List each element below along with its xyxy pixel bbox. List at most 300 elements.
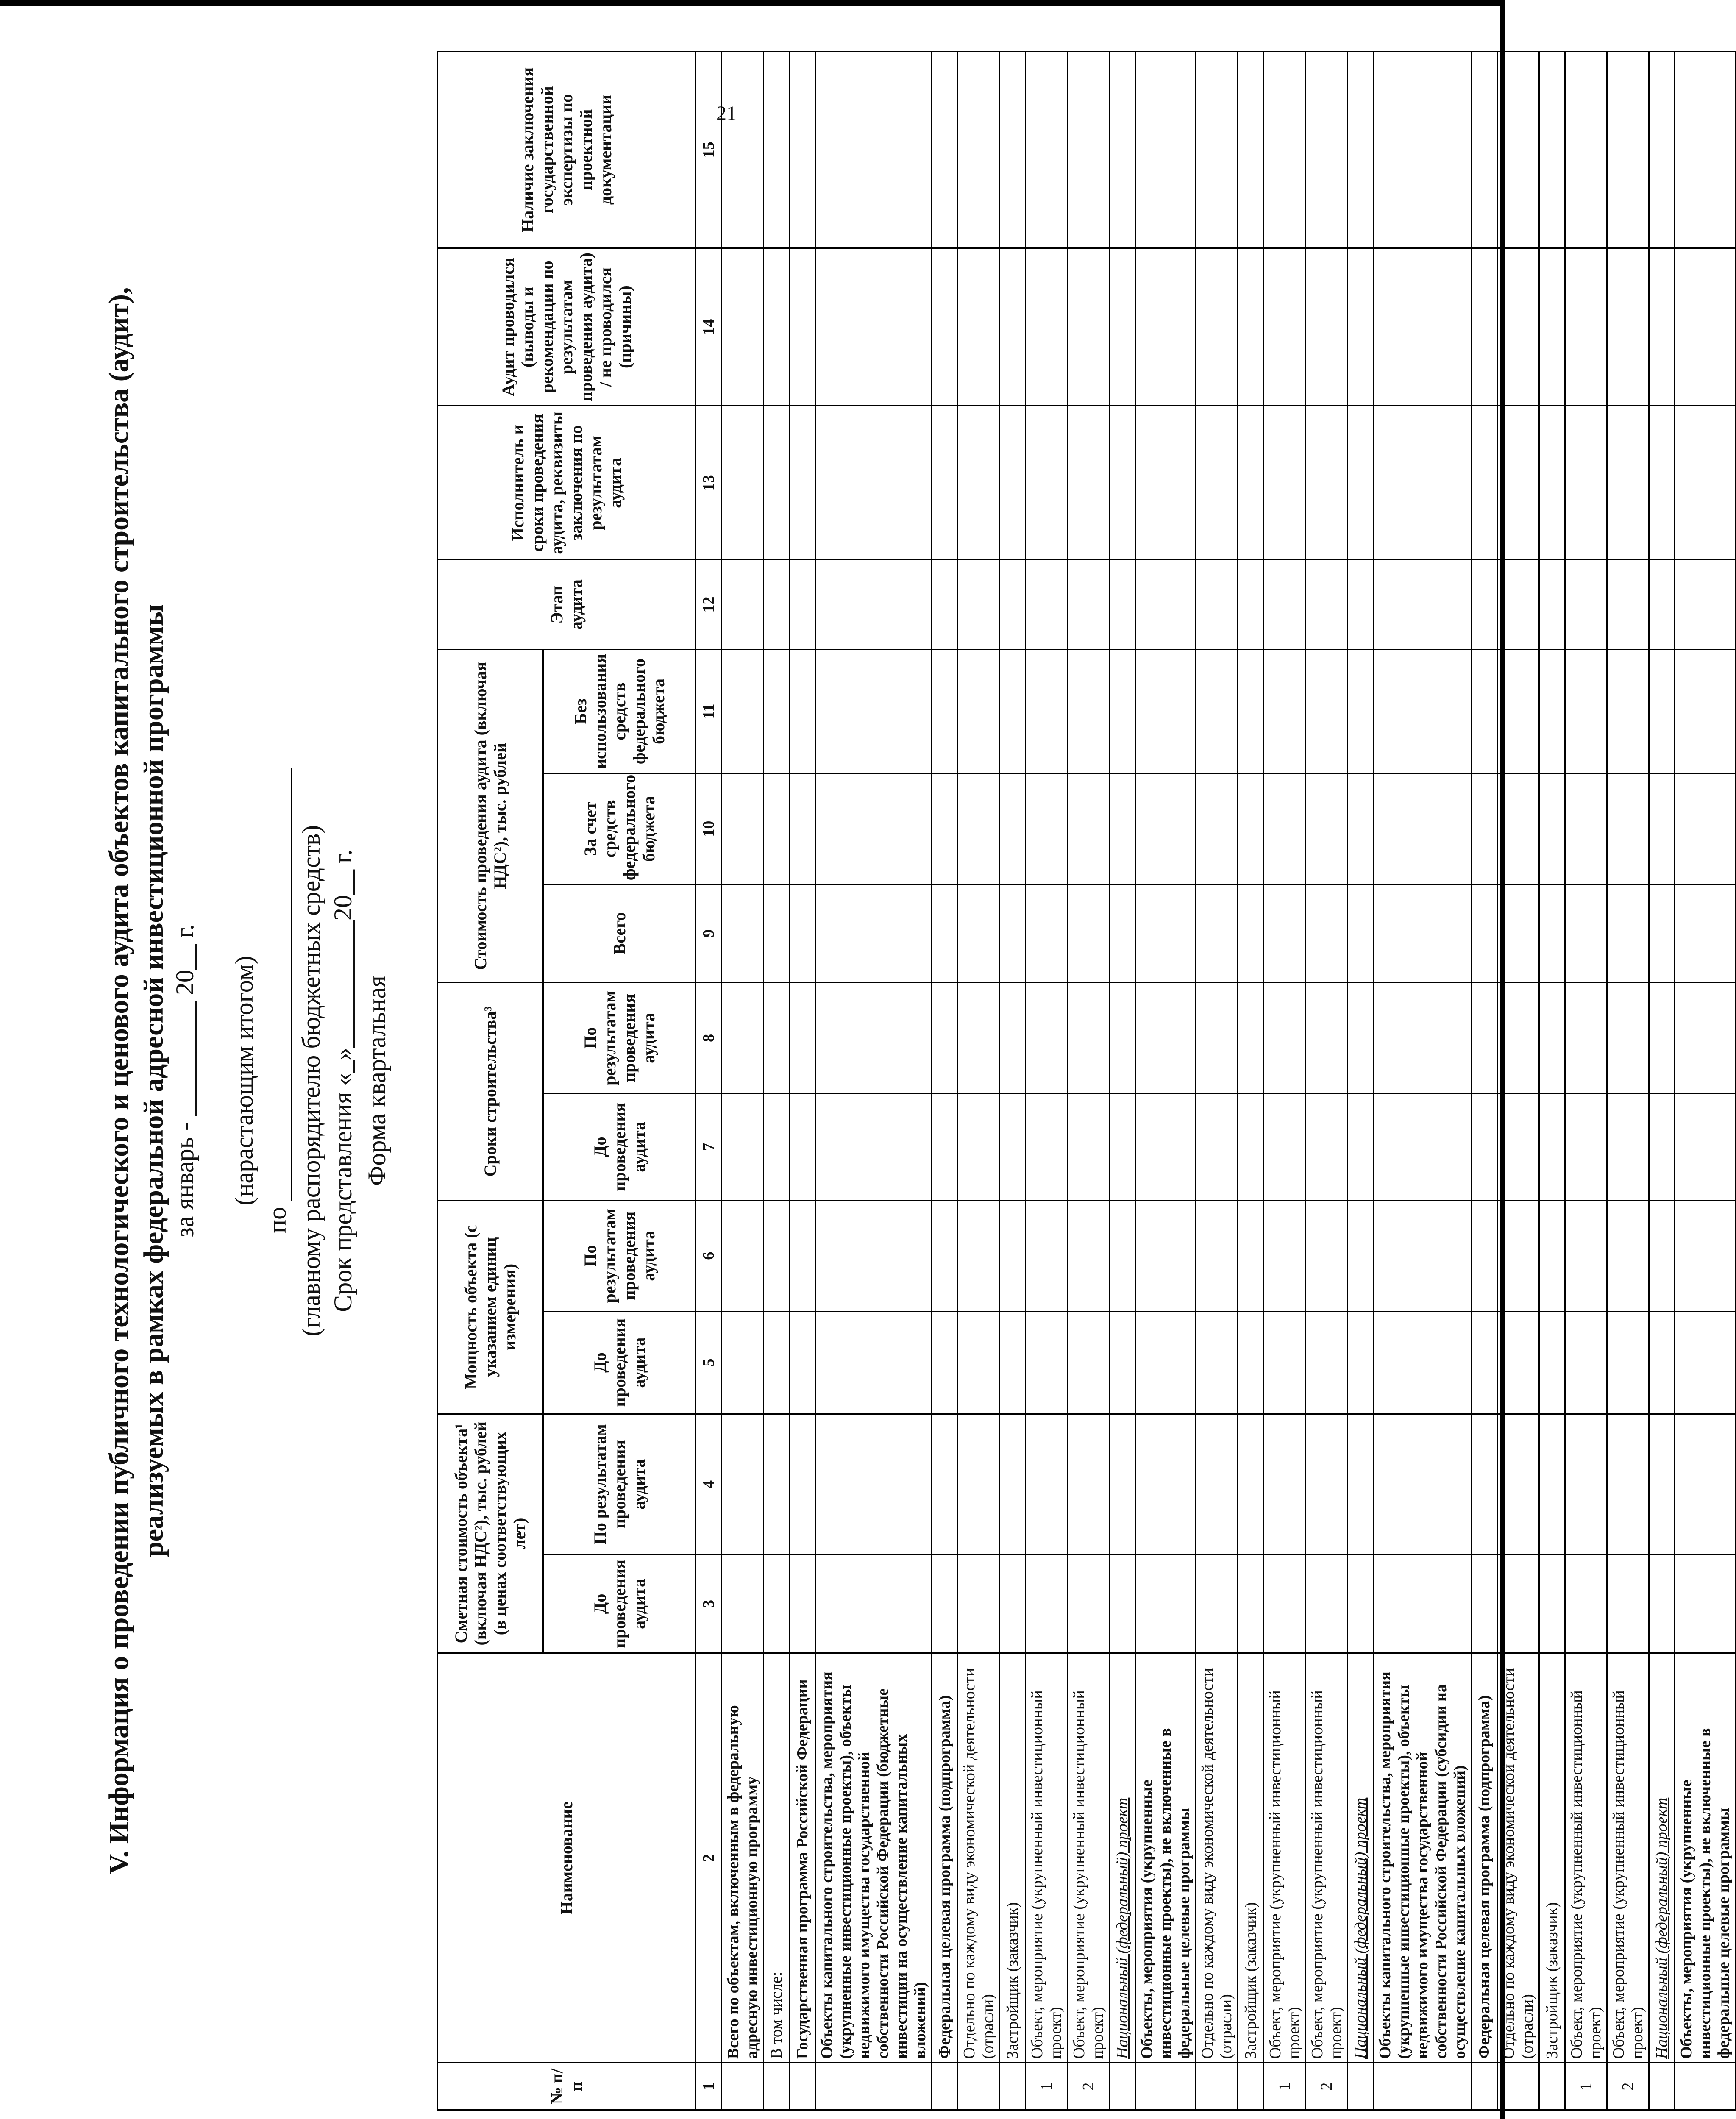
empty-cell — [1374, 1311, 1472, 1414]
empty-cell — [1348, 52, 1374, 248]
empty-cell — [958, 884, 1000, 983]
row-name: Объект, мероприятие (укрупненный инвестиционный проект) — [1068, 1653, 1110, 2063]
empty-cell — [1565, 406, 1607, 560]
empty-cell — [722, 1414, 764, 1555]
empty-cell — [1068, 1555, 1110, 1653]
empty-cell — [1000, 649, 1026, 773]
column-number: 14 — [696, 248, 722, 406]
empty-cell — [1497, 1555, 1539, 1653]
row-name: Всего по объектам, включенным в федеральную адресную инвестиционную программу — [722, 1653, 764, 2063]
empty-cell — [764, 884, 790, 983]
empty-cell — [1000, 1093, 1026, 1200]
empty-cell — [1539, 1311, 1565, 1414]
empty-cell — [1675, 560, 1736, 650]
audit-report-table — [437, 51, 1736, 2111]
row-name: Объекты капитального строительства, мероприятия (укрупненные инвестиционные проекты), объекты недвижимого имущества государственной собственности Российской Федерации (субсидии на осуществление капитальных вложений) — [1374, 1653, 1472, 2063]
empty-cell — [790, 1414, 815, 1555]
empty-cell — [1374, 406, 1472, 560]
column-number: 12 — [696, 560, 722, 650]
table-row — [1135, 52, 1196, 2110]
empty-cell — [1472, 1555, 1497, 1653]
empty-cell — [1068, 982, 1110, 1093]
empty-cell — [1565, 884, 1607, 983]
empty-cell — [815, 406, 932, 560]
empty-cell — [1306, 884, 1348, 983]
empty-cell — [722, 52, 764, 248]
empty-cell — [1264, 1555, 1306, 1653]
table-row — [1238, 52, 1264, 2110]
empty-cell — [1000, 248, 1026, 406]
empty-cell — [958, 1200, 1000, 1311]
empty-cell — [764, 982, 790, 1093]
col-header-audit-done: Аудит проводился (выводы и рекомендации по результатам проведения аудита) / не проводился (причины) — [437, 248, 696, 406]
empty-cell — [1135, 406, 1196, 560]
empty-cell — [1649, 884, 1675, 983]
empty-cell — [1497, 560, 1539, 650]
empty-cell — [1026, 773, 1068, 884]
empty-cell — [1110, 406, 1135, 560]
row-index — [1539, 2063, 1565, 2110]
empty-cell — [1472, 406, 1497, 560]
empty-cell — [1675, 1200, 1736, 1311]
empty-cell — [764, 560, 790, 650]
row-index — [1110, 2063, 1135, 2110]
empty-cell — [1238, 884, 1264, 983]
empty-cell — [1348, 1200, 1374, 1311]
empty-cell — [1196, 52, 1238, 248]
column-number: 8 — [696, 982, 722, 1093]
subheader-terms-after: По результатам проведения аудита — [543, 982, 696, 1093]
column-number: 1 — [696, 2063, 722, 2110]
empty-cell — [1306, 649, 1348, 773]
empty-cell — [1565, 560, 1607, 650]
empty-cell — [1026, 1311, 1068, 1414]
empty-cell — [1472, 248, 1497, 406]
empty-cell — [1675, 52, 1736, 248]
po-line — [263, 746, 292, 1233]
row-name: Объект, мероприятие (укрупненный инвестиционный проект) — [1565, 1653, 1607, 2063]
row-index — [1649, 2063, 1675, 2110]
empty-cell — [932, 1311, 958, 1414]
empty-cell — [790, 560, 815, 650]
empty-cell — [1497, 649, 1539, 773]
empty-cell — [1110, 1093, 1135, 1200]
subheader-audit-federal: За счет средств федерального бюджета — [543, 773, 696, 884]
row-index — [1497, 2063, 1539, 2110]
empty-cell — [1000, 52, 1026, 248]
row-index — [722, 2063, 764, 2110]
empty-cell — [764, 1093, 790, 1200]
row-index: 1 — [1026, 2063, 1068, 2110]
empty-cell — [1238, 1311, 1264, 1414]
empty-cell — [1000, 773, 1026, 884]
empty-cell — [815, 773, 932, 884]
row-name: Федеральная целевая программа (подпрограмма) — [1472, 1653, 1497, 2063]
empty-cell — [1068, 649, 1110, 773]
empty-cell — [1110, 884, 1135, 983]
page-number: 21 — [716, 102, 737, 125]
empty-cell — [958, 406, 1000, 560]
empty-cell — [1348, 884, 1374, 983]
po-label: по — [263, 1207, 291, 1233]
empty-cell — [1238, 649, 1264, 773]
subheader-cost-before: До проведения аудита — [543, 1555, 696, 1653]
empty-cell — [1068, 560, 1110, 650]
empty-cell — [1675, 1093, 1736, 1200]
empty-cell — [958, 773, 1000, 884]
empty-cell — [1068, 406, 1110, 560]
empty-cell — [1675, 649, 1736, 773]
empty-cell — [1374, 773, 1472, 884]
empty-cell — [1000, 884, 1026, 983]
column-number-row — [696, 52, 722, 2110]
empty-cell — [1348, 773, 1374, 884]
empty-cell — [1196, 982, 1238, 1093]
column-number: 11 — [696, 649, 722, 773]
empty-cell — [1264, 1093, 1306, 1200]
empty-cell — [790, 649, 815, 773]
empty-cell — [1238, 1555, 1264, 1653]
empty-cell — [1675, 1311, 1736, 1414]
empty-cell — [1135, 1200, 1196, 1311]
subheader-cost-after: По результатам проведения аудита — [543, 1414, 696, 1555]
col-header-name: Наименование — [437, 1653, 696, 2063]
empty-cell — [1026, 52, 1068, 248]
empty-cell — [764, 406, 790, 560]
empty-cell — [764, 1414, 790, 1555]
empty-cell — [1135, 1414, 1196, 1555]
table-row — [958, 52, 1000, 2110]
empty-cell — [1110, 52, 1135, 248]
empty-cell — [1135, 773, 1196, 884]
empty-cell — [1264, 649, 1306, 773]
empty-cell — [1026, 560, 1068, 650]
row-index: 1 — [1264, 2063, 1306, 2110]
empty-cell — [1110, 982, 1135, 1093]
empty-cell — [1306, 560, 1348, 650]
header-row-1 — [437, 52, 543, 2110]
empty-cell — [932, 982, 958, 1093]
empty-cell — [1649, 560, 1675, 650]
empty-cell — [1497, 248, 1539, 406]
row-index: 2 — [1068, 2063, 1110, 2110]
empty-cell — [1135, 1555, 1196, 1653]
empty-cell — [790, 1311, 815, 1414]
empty-cell — [1472, 884, 1497, 983]
empty-cell — [1238, 406, 1264, 560]
empty-cell — [1539, 1555, 1565, 1653]
empty-cell — [932, 773, 958, 884]
empty-cell — [1607, 52, 1649, 248]
subheader-capacity-after: По результатам проведения аудита — [543, 1200, 696, 1311]
empty-cell — [722, 1093, 764, 1200]
row-index — [1196, 2063, 1238, 2110]
empty-cell — [1607, 773, 1649, 884]
empty-cell — [1348, 406, 1374, 560]
empty-cell — [1306, 1414, 1348, 1555]
empty-cell — [1472, 773, 1497, 884]
table-row — [1026, 52, 1068, 2110]
row-index — [815, 2063, 932, 2110]
empty-cell — [1607, 1555, 1649, 1653]
table-row — [932, 52, 958, 2110]
empty-cell — [1348, 1311, 1374, 1414]
empty-cell — [790, 884, 815, 983]
table-row — [1068, 52, 1110, 2110]
empty-cell — [1238, 1093, 1264, 1200]
empty-cell — [1374, 982, 1472, 1093]
row-name: Застройщик (заказчик) — [1238, 1653, 1264, 2063]
empty-cell — [1000, 560, 1026, 650]
empty-cell — [958, 1555, 1000, 1653]
empty-cell — [1196, 1093, 1238, 1200]
empty-cell — [1135, 884, 1196, 983]
empty-cell — [1026, 1200, 1068, 1311]
empty-cell — [1264, 773, 1306, 884]
empty-cell — [1675, 1555, 1736, 1653]
empty-cell — [1675, 773, 1736, 884]
empty-cell — [1607, 1311, 1649, 1414]
empty-cell — [1110, 1311, 1135, 1414]
form-type: Форма квартальная — [363, 976, 391, 1186]
empty-cell — [1264, 52, 1306, 248]
empty-cell — [722, 560, 764, 650]
empty-cell — [1238, 982, 1264, 1093]
report-body — [722, 52, 1736, 2110]
empty-cell — [1026, 649, 1068, 773]
empty-cell — [1135, 1093, 1196, 1200]
empty-cell — [1306, 1093, 1348, 1200]
empty-cell — [815, 560, 932, 650]
row-name: Объекты капитального строительства, мероприятия (укрупненные инвестиционные проекты), объекты недвижимого имущества государственной собственности Российской Федерации (бюджетные инвестиции на осуществление капитальных вложений) — [815, 1653, 932, 2063]
table-row — [764, 52, 790, 2110]
empty-cell — [1135, 560, 1196, 650]
empty-cell — [815, 1093, 932, 1200]
empty-cell — [1472, 1414, 1497, 1555]
table-row — [1675, 52, 1736, 2110]
empty-cell — [1649, 982, 1675, 1093]
table-row — [1000, 52, 1026, 2110]
empty-cell — [1539, 649, 1565, 773]
row-index — [1238, 2063, 1264, 2110]
empty-cell — [1539, 982, 1565, 1093]
empty-cell — [1649, 52, 1675, 248]
empty-cell — [815, 248, 932, 406]
row-index — [1000, 2063, 1026, 2110]
empty-cell — [1374, 560, 1472, 650]
empty-cell — [722, 884, 764, 983]
empty-cell — [1068, 1414, 1110, 1555]
empty-cell — [1306, 1311, 1348, 1414]
empty-cell — [1196, 560, 1238, 650]
empty-cell — [1196, 649, 1238, 773]
empty-cell — [1238, 248, 1264, 406]
empty-cell — [1110, 1555, 1135, 1653]
empty-cell — [722, 982, 764, 1093]
empty-cell — [1374, 52, 1472, 248]
empty-cell — [932, 248, 958, 406]
empty-cell — [1675, 406, 1736, 560]
row-name: Объекты, мероприятия (укрупненные инвестиционные проекты), не включенные в федеральные целевые программы — [1675, 1653, 1736, 2063]
column-number: 5 — [696, 1311, 722, 1414]
row-name: Национальный (федеральный) проект — [1348, 1653, 1374, 2063]
empty-cell — [1348, 248, 1374, 406]
po-blank-rule — [270, 768, 292, 1201]
col-header-terms: Сроки строительства³ — [437, 982, 543, 1200]
empty-cell — [790, 1555, 815, 1653]
table-row — [1374, 52, 1472, 2110]
empty-cell — [1607, 1200, 1649, 1311]
empty-cell — [1264, 406, 1306, 560]
empty-cell — [1110, 1414, 1135, 1555]
empty-cell — [815, 649, 932, 773]
title-line-1: V. Информация о проведении публичного технологического и ценового аудита объектов капитального строительства (аудит), — [103, 287, 134, 1874]
empty-cell — [790, 1200, 815, 1311]
recipient-caption: (главному распорядителю бюджетных средств) — [297, 825, 325, 1337]
empty-cell — [1196, 406, 1238, 560]
empty-cell — [932, 52, 958, 248]
empty-cell — [1607, 248, 1649, 406]
empty-cell — [1196, 1555, 1238, 1653]
row-name: Застройщик (заказчик) — [1000, 1653, 1026, 2063]
row-index — [790, 2063, 815, 2110]
empty-cell — [1472, 560, 1497, 650]
empty-cell — [815, 884, 932, 983]
empty-cell — [1539, 884, 1565, 983]
empty-cell — [1607, 982, 1649, 1093]
row-index: 2 — [1306, 2063, 1348, 2110]
row-name: Национальный (федеральный) проект — [1110, 1653, 1135, 2063]
empty-cell — [764, 248, 790, 406]
table-row — [1649, 52, 1675, 2110]
empty-cell — [932, 406, 958, 560]
empty-cell — [1539, 1093, 1565, 1200]
empty-cell — [1135, 982, 1196, 1093]
empty-cell — [1110, 773, 1135, 884]
empty-cell — [1497, 406, 1539, 560]
empty-cell — [722, 773, 764, 884]
table-row — [1565, 52, 1607, 2110]
table-row — [722, 52, 764, 2110]
subheader-audit-total: Всего — [543, 884, 696, 983]
empty-cell — [1196, 248, 1238, 406]
row-name: Объект, мероприятие (укрупненный инвестиционный проект) — [1264, 1653, 1306, 2063]
empty-cell — [764, 1311, 790, 1414]
empty-cell — [1026, 1414, 1068, 1555]
empty-cell — [1306, 248, 1348, 406]
empty-cell — [1472, 982, 1497, 1093]
column-number: 2 — [696, 1653, 722, 2063]
empty-cell — [1135, 649, 1196, 773]
subheader-terms-before: До проведения аудита — [543, 1093, 696, 1200]
empty-cell — [1607, 560, 1649, 650]
empty-cell — [815, 982, 932, 1093]
empty-cell — [1565, 649, 1607, 773]
empty-cell — [790, 982, 815, 1093]
empty-cell — [722, 649, 764, 773]
empty-cell — [932, 649, 958, 773]
empty-cell — [1497, 52, 1539, 248]
empty-cell — [1649, 1555, 1675, 1653]
row-index — [1348, 2063, 1374, 2110]
empty-cell — [1264, 982, 1306, 1093]
empty-cell — [1539, 406, 1565, 560]
empty-cell — [1497, 1311, 1539, 1414]
empty-cell — [1472, 52, 1497, 248]
empty-cell — [790, 406, 815, 560]
col-header-expertise: Наличие заключения государственной экспертизы по проектной документации — [437, 52, 696, 248]
empty-cell — [1306, 406, 1348, 560]
empty-cell — [932, 1555, 958, 1653]
empty-cell — [958, 248, 1000, 406]
empty-cell — [1472, 649, 1497, 773]
empty-cell — [1135, 248, 1196, 406]
table-row — [1306, 52, 1348, 2110]
empty-cell — [764, 773, 790, 884]
empty-cell — [1000, 406, 1026, 560]
empty-cell — [958, 1093, 1000, 1200]
empty-cell — [1565, 1311, 1607, 1414]
col-header-audit-cost: Стоимость проведения аудита (включая НДС²), тыс. рублей — [437, 649, 543, 982]
empty-cell — [1068, 773, 1110, 884]
table-row — [1497, 52, 1539, 2110]
empty-cell — [1565, 52, 1607, 248]
empty-cell — [1026, 1555, 1068, 1653]
empty-cell — [1607, 1093, 1649, 1200]
empty-cell — [1306, 1555, 1348, 1653]
row-name: В том числе: — [764, 1653, 790, 2063]
table-row — [1472, 52, 1497, 2110]
empty-cell — [932, 1414, 958, 1555]
empty-cell — [1539, 52, 1565, 248]
row-index — [764, 2063, 790, 2110]
empty-cell — [1110, 248, 1135, 406]
col-header-num: № п/п — [437, 2063, 696, 2110]
empty-cell — [1649, 649, 1675, 773]
empty-cell — [932, 884, 958, 983]
empty-cell — [1264, 884, 1306, 983]
empty-cell — [1348, 560, 1374, 650]
empty-cell — [1306, 1200, 1348, 1311]
empty-cell — [790, 52, 815, 248]
column-number: 15 — [696, 52, 722, 248]
empty-cell — [1607, 884, 1649, 983]
empty-cell — [1110, 649, 1135, 773]
empty-cell — [958, 1311, 1000, 1414]
empty-cell — [1068, 1200, 1110, 1311]
subheader-capacity-before: До проведения аудита — [543, 1311, 696, 1414]
empty-cell — [1649, 1093, 1675, 1200]
empty-cell — [1264, 248, 1306, 406]
row-name: Отдельно по каждому виду экономической деятельности (отрасли) — [958, 1653, 1000, 2063]
row-index — [932, 2063, 958, 2110]
column-number: 13 — [696, 406, 722, 560]
empty-cell — [1110, 560, 1135, 650]
empty-cell — [1649, 248, 1675, 406]
empty-cell — [1196, 884, 1238, 983]
empty-cell — [815, 1414, 932, 1555]
empty-cell — [790, 248, 815, 406]
empty-cell — [1238, 560, 1264, 650]
empty-cell — [1374, 884, 1472, 983]
empty-cell — [932, 1200, 958, 1311]
empty-cell — [1026, 884, 1068, 983]
empty-cell — [1607, 649, 1649, 773]
empty-cell — [1306, 982, 1348, 1093]
empty-cell — [932, 560, 958, 650]
row-index — [1374, 2063, 1472, 2110]
empty-cell — [1539, 773, 1565, 884]
